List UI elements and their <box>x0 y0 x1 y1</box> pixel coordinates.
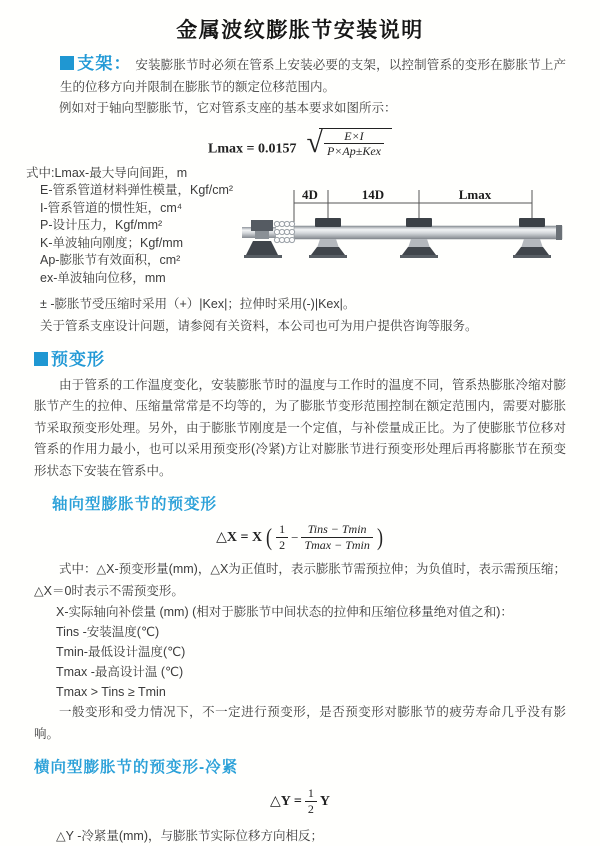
axial-variable-line: Tmax -最高设计温 (℃) <box>56 665 184 680</box>
close-paren: ) <box>376 524 383 551</box>
axial-explain-paragraph: 式中：△X-预变形量(mm)，△X为正值时，表示膨胀节需预拉伸；为负值时，表示需预压缩；△X＝0时表示不需预变形。 <box>34 562 566 598</box>
sign-note-line: ± -膨胀节受压缩时采用（+）|Kex|；拉伸时采用(-)|Kex|。 <box>40 296 356 311</box>
dim-label-4d: 4D <box>302 186 318 202</box>
pipe <box>294 226 562 239</box>
variable-line: ex-单波轴向位移，mm <box>40 270 166 285</box>
variables-and-diagram <box>26 165 566 293</box>
pipe-end-cap <box>556 225 562 240</box>
radicand <box>319 128 392 159</box>
half-num: 1 <box>279 522 286 537</box>
lmax-formula-lhs: Lmax = 0.0157 <box>208 141 297 157</box>
open-paren: ( <box>266 524 273 551</box>
axial-variable-line: Tmax > Tins ≥ Tmin <box>56 685 166 700</box>
variable-line: K-单波轴向刚度；Kgf/mm <box>40 235 184 250</box>
axial-formula-lhs: △X = X <box>216 530 263 546</box>
pipe-support-diagram <box>242 187 574 267</box>
temperature-fraction <box>301 523 372 552</box>
axial-note-paragraph: 一般变形和受力情况下，不一定进行预变形，是否预变形对膨胀节的疲劳寿命几乎没有影响。 <box>34 705 566 741</box>
lateral-formula-rhs: Y <box>319 793 330 809</box>
axial-subheading: 轴向型膨胀节的预变形 <box>52 496 218 514</box>
predeform-intro-paragraph: 由于管系的工作温度变化，安装膨胀节时的温度与工作时的温度不同，管系热膨胀冷缩对膨胀节产生的拉伸、压缩量常常是不均等的，为了膨胀节变形范围控制在额定范围内，需要对膨胀节采取预变形处理。另外，由于膨胀节刚度是一个定值，与补偿量成正比。为了使膨胀节位移对管系的作用力最小，也可以采用预变形(冷紧)方让对膨胀节进行预变形处理后再将膨胀节在预变形状态下安装在管系中。 <box>34 377 566 478</box>
variable-line: I-管系管道的惯性矩，cm⁴ <box>40 200 183 215</box>
support-intro-text: 安装膨胀节时必须在管系上安装必要的支架，以控制管系的变形在膨胀节上产生的位移方向并限制在膨胀节的额定位移范围内。 <box>60 58 566 94</box>
lateral-explain-line: △Y -冷紧量(mm)，与膨胀节实际位移方向相反； <box>56 828 324 843</box>
radical-sign: √ <box>306 126 323 160</box>
predeform-heading-label: 预变形 <box>51 349 105 369</box>
minus-sign: − <box>291 529 299 545</box>
half-fraction <box>276 523 288 552</box>
lmax-formula <box>34 128 566 159</box>
support-example-line: 例如对于轴向型膨胀节，它对管系支座的基本要求如图所示： <box>59 101 397 115</box>
variable-line: 式中:Lmax-最大导向间距，m <box>26 165 188 180</box>
support-heading-label: 支架： <box>77 54 132 73</box>
axial-variable-line: Tmin-最低设计温度(℃) <box>56 645 186 660</box>
lmax-fraction-numerator: E×I <box>344 128 364 143</box>
lateral-subheading: 横向型膨胀节的预变形-冷紧 <box>34 759 239 777</box>
page-title: 金属波纹膨胀节安装说明 <box>176 19 424 42</box>
variable-line: Ap-膨胀节有效面积，cm² <box>40 253 181 268</box>
half-fraction <box>305 787 317 816</box>
sqrt-radical <box>307 128 392 159</box>
half-num: 1 <box>307 786 314 801</box>
section-marker-icon <box>34 352 48 366</box>
lateral-formula <box>34 787 566 816</box>
lateral-formula-lhs: △Y = <box>270 794 302 810</box>
variable-line: P-设计压力，Kgf/mm² <box>40 218 163 233</box>
temp-num: Tins − Tmin <box>307 522 367 537</box>
predeform-section-heading <box>34 350 566 371</box>
support-intro-paragraph <box>34 54 566 98</box>
axial-variable-line: X-实际轴向补偿量 (mm) (相对于膨胀节中间状态的拉伸和压缩位移量绝对值之和)： <box>56 605 513 620</box>
dim-label-lmax: Lmax <box>458 186 492 202</box>
variable-line: E-管系管道材料弹性模量，Kgf/cm² <box>40 183 234 198</box>
support-section-heading <box>60 54 132 73</box>
lmax-fraction <box>324 130 384 159</box>
dim-label-14d: 14D <box>361 186 385 202</box>
axial-formula <box>34 523 566 552</box>
half-den: 2 <box>276 537 288 552</box>
axial-variable-line: Tins -安装温度(℃) <box>56 625 160 640</box>
bellows-icon <box>274 221 294 242</box>
half-den: 2 <box>305 801 317 816</box>
service-note-line: 关于管系支座设计问题，请参阅有关资料，本公司也可为用户提供咨询等服务。 <box>40 318 478 333</box>
section-marker-icon <box>60 56 74 70</box>
temp-den: Tmax − Tmin <box>301 537 372 552</box>
lmax-fraction-denominator: P×Ap±Kex <box>324 143 384 158</box>
